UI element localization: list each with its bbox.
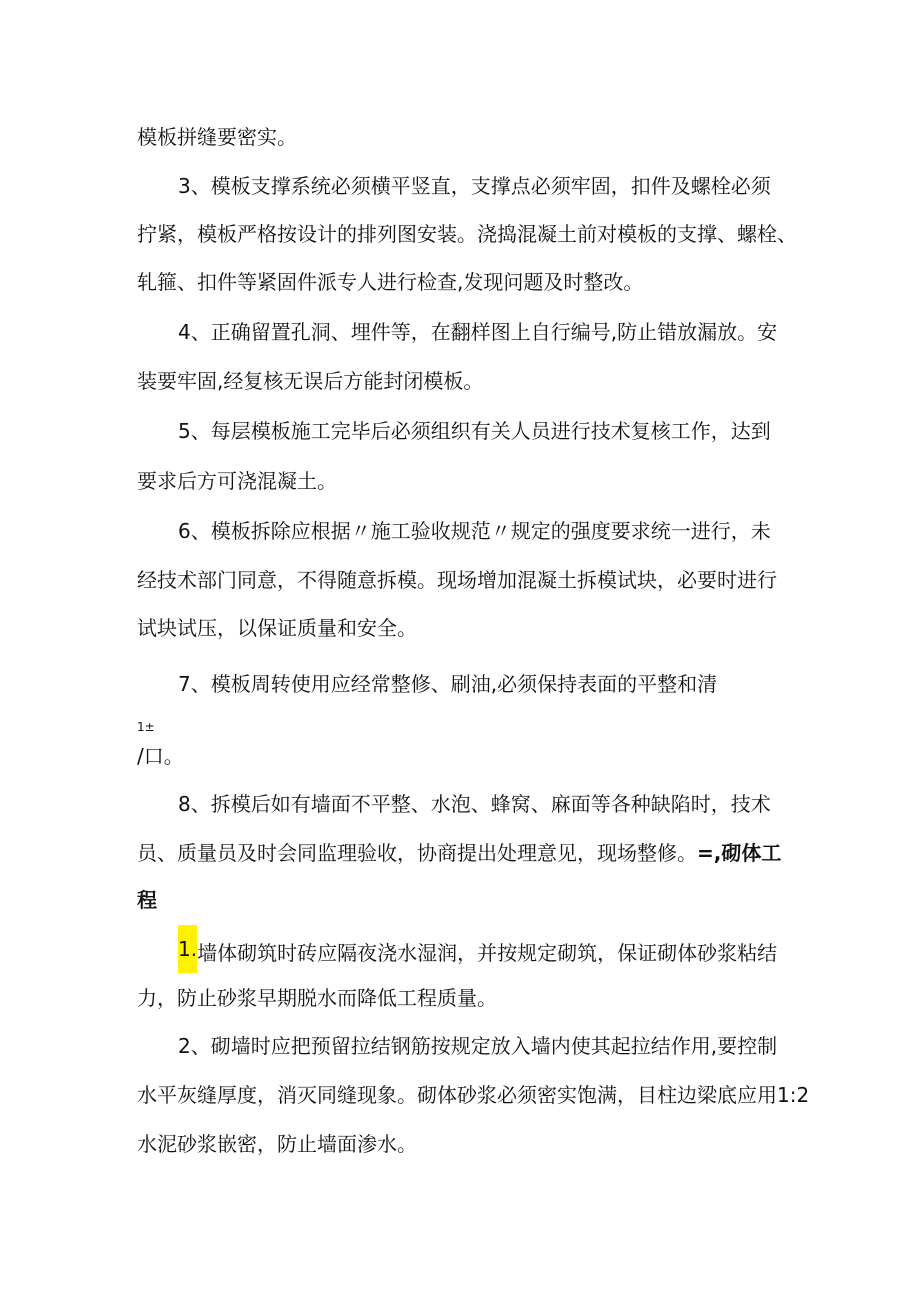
text-line: 8、拆模后如有墙面不平整、水泡、蜂窝、麻面等各种缺陷时，技术 bbox=[178, 792, 771, 816]
text-line: 2、砌墙时应把预留拉结钢筋按规定放入墙内使其起拉结作用,要控制 bbox=[178, 1034, 778, 1058]
text-line: 轧箍、扣件等紧固件派专人进行检查,发现问题及时整改。 bbox=[137, 270, 644, 294]
text-segment: 墙体砌筑时砖应隔夜浇水湿润，并按规定砌筑，保证砌体砂浆粘结 bbox=[197, 941, 778, 965]
text-line: 5、每层模板施工完毕后必须组织有关人员进行技术复核工作，达到 bbox=[178, 419, 771, 443]
text-line: 7、模板周转使用应经常整修、刷油,必须保持表面的平整和清 bbox=[178, 672, 718, 696]
highlighted-number: 1. bbox=[178, 925, 197, 973]
text-line bbox=[178, 936, 778, 965]
text-line: 6、模板拆除应根据〃施工验收规范〃规定的强度要求统一进行，未 bbox=[178, 519, 771, 543]
text-line: 试块试压，以保证质量和安全。 bbox=[137, 616, 417, 640]
text-fragment: 1± bbox=[137, 720, 155, 734]
text-line: 水平灰缝厚度，消灭同缝现象。砌体砂浆必须密实饱满，目柱边梁底应用1:2 bbox=[137, 1083, 810, 1107]
text-line: 模板拼缝要密实。 bbox=[137, 125, 297, 149]
text-line: 装要牢固,经复核无误后方能封闭模板。 bbox=[137, 369, 484, 393]
text-line: 力，防止砂浆早期脱水而降低工程质量。 bbox=[137, 986, 497, 1010]
text-line: 4、正确留置孔洞、埋件等，在翻样图上自行编号,防止错放漏放。安 bbox=[178, 320, 778, 344]
text-line: 拧紧，模板严格按设计的排列图安装。浇捣混凝土前对模板的支撑、螺栓、 bbox=[137, 222, 797, 246]
text-line: 要求后方可浇混凝土。 bbox=[137, 469, 337, 493]
text-line: 3、模板支撑系统必须横平竖直，支撑点必须牢固，扣件及螺栓必须 bbox=[178, 174, 771, 198]
text-line bbox=[137, 840, 781, 866]
text-line: 经技术部门同意，不得随意拆模。现场增加混凝土拆模试块，必要时进行 bbox=[137, 568, 777, 592]
section-heading-start: =,砌体工 bbox=[697, 841, 782, 865]
text-segment: 员、质量员及时会同监理验收，协商提出处理意见，现场整修。 bbox=[137, 841, 697, 865]
text-line: 水泥砂浆嵌密，防止墙面渗水。 bbox=[137, 1132, 417, 1156]
section-heading-end: 程 bbox=[137, 888, 157, 912]
text-line: /口。 bbox=[137, 744, 184, 768]
